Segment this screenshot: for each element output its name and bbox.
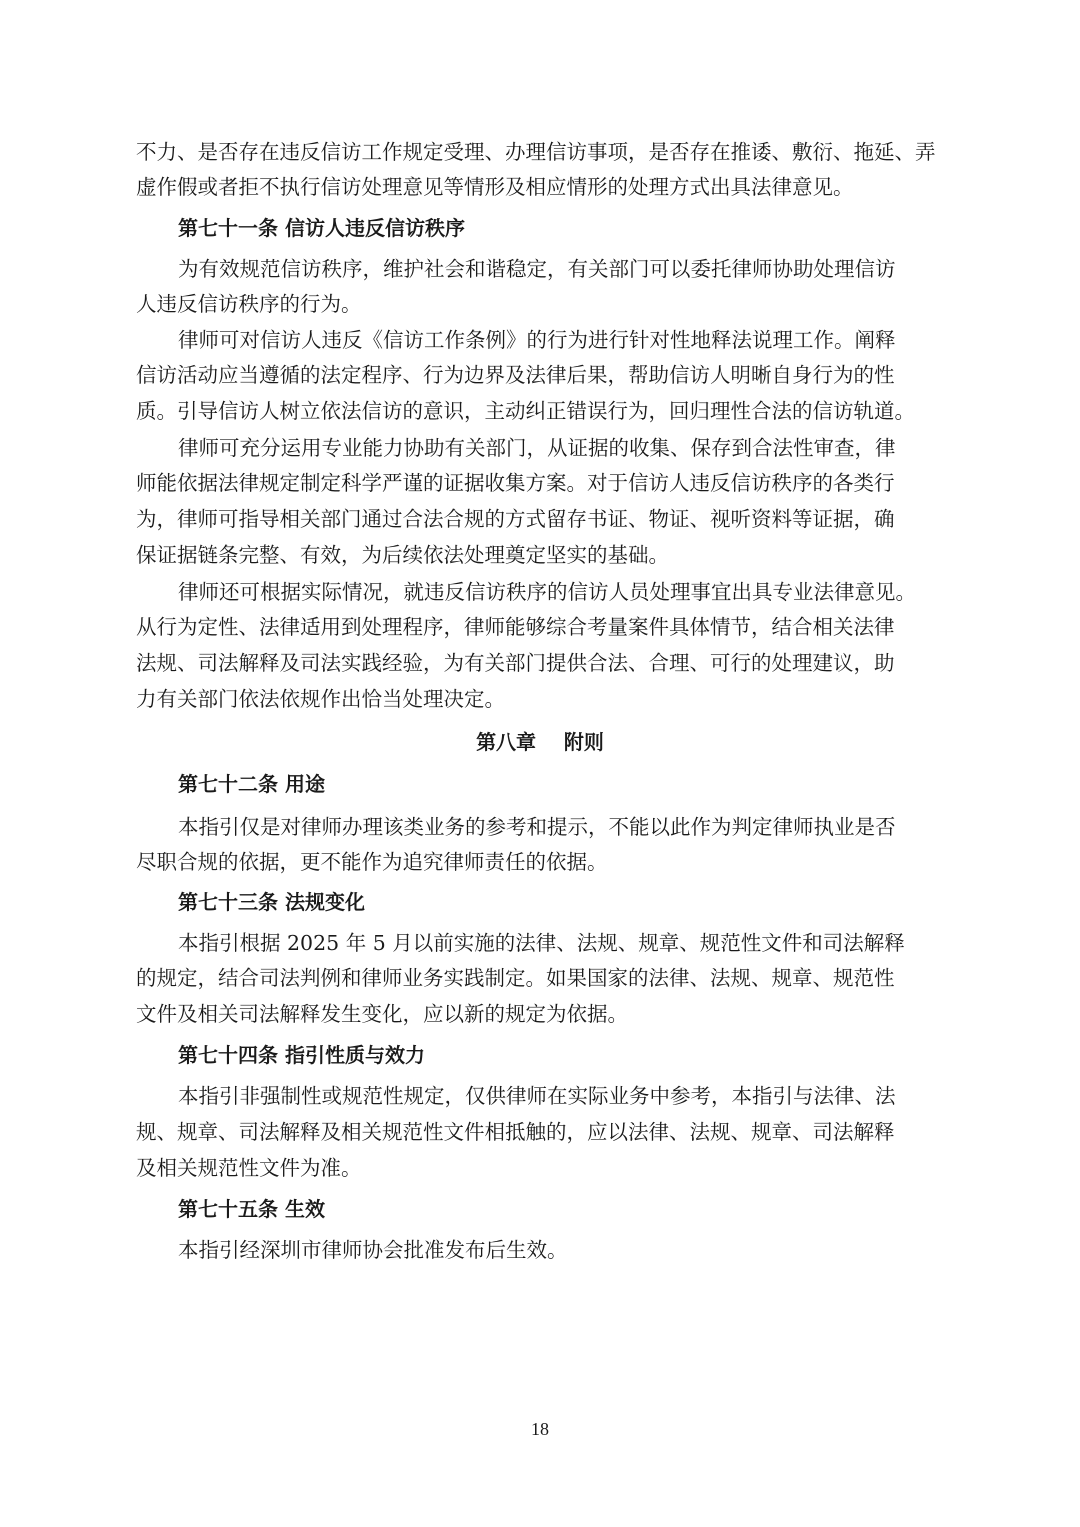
body-line: 为有效规范信访秩序，维护社会和谐稳定，有关部门可以委托律师协助处理信访 <box>178 257 896 281</box>
body-line: 信访活动应当遵循的法定程序、行为边界及法律后果，帮助信访人明晰自身行为的性 <box>136 363 895 387</box>
article-72-heading: 第七十二条 用途 <box>178 772 325 796</box>
body-line: 文件及相关司法解释发生变化，应以新的规定为依据。 <box>136 1002 628 1026</box>
article-71-heading: 第七十一条 信访人违反信访秩序 <box>178 216 465 240</box>
body-line: 虚作假或者拒不执行信访处理意见等情形及相应情形的处理方式出具法律意见。 <box>136 175 854 199</box>
body-line: 律师还可根据实际情况，就违反信访秩序的信访人员处理事宜出具专业法律意见。 <box>178 580 916 604</box>
body-line: 力有关部门依法依规作出恰当处理决定。 <box>136 687 505 711</box>
body-line: 尽职合规的依据，更不能作为追究律师责任的依据。 <box>136 850 608 874</box>
chapter-8-title: 第八章 附则 <box>476 730 604 754</box>
body-line: 保证据链条完整、有效，为后续依法处理奠定坚实的基础。 <box>136 543 669 567</box>
article-74-heading: 第七十四条 指引性质与效力 <box>178 1043 425 1067</box>
body-line: 本指引经深圳市律师协会批准发布后生效。 <box>178 1238 568 1262</box>
article-73-heading: 第七十三条 法规变化 <box>178 890 365 914</box>
body-line: 本指引根据 2025 年 5 月以前实施的法律、法规、规章、规范性文件和司法解释 <box>178 931 905 955</box>
body-line: 律师可充分运用专业能力协助有关部门，从证据的收集、保存到合法性审查，律 <box>178 436 896 460</box>
body-line: 质。引导信访人树立依法信访的意识，主动纠正错误行为，回归理性合法的信访轨道。 <box>136 399 915 423</box>
body-line: 法规、司法解释及司法实践经验，为有关部门提供合法、合理、可行的处理建议，助 <box>136 651 895 675</box>
body-line: 为，律师可指导相关部门通过合法合规的方式留存书证、物证、视听资料等证据，确 <box>136 507 895 531</box>
body-line: 的规定，结合司法判例和律师业务实践制定。如果国家的法律、法规、规章、规范性 <box>136 966 895 990</box>
body-line: 律师可对信访人违反《信访工作条例》的行为进行针对性地释法说理工作。阐释 <box>178 328 896 352</box>
article-75-heading: 第七十五条 生效 <box>178 1197 325 1221</box>
body-line: 人违反信访秩序的行为。 <box>136 292 362 316</box>
body-line: 本指引仅是对律师办理该类业务的参考和提示，不能以此作为判定律师执业是否 <box>178 815 896 839</box>
body-line: 本指引非强制性或规范性规定，仅供律师在实际业务中参考，本指引与法律、法 <box>178 1084 896 1108</box>
body-line: 师能依据法律规定制定科学严谨的证据收集方案。对于信访人违反信访秩序的各类行 <box>136 471 895 495</box>
page-number: 18 <box>531 1419 549 1439</box>
body-line: 从行为定性、法律适用到处理程序，律师能够综合考量案件具体情节，结合相关法律 <box>136 615 895 639</box>
body-line: 规、规章、司法解释及相关规范性文件相抵触的，应以法律、法规、规章、司法解释 <box>136 1120 895 1144</box>
body-line: 不力、是否存在违反信访工作规定受理、办理信访事项，是否存在推诿、敷衍、拖延、弄 <box>136 140 936 164</box>
body-line: 及相关规范性文件为准。 <box>136 1156 362 1180</box>
